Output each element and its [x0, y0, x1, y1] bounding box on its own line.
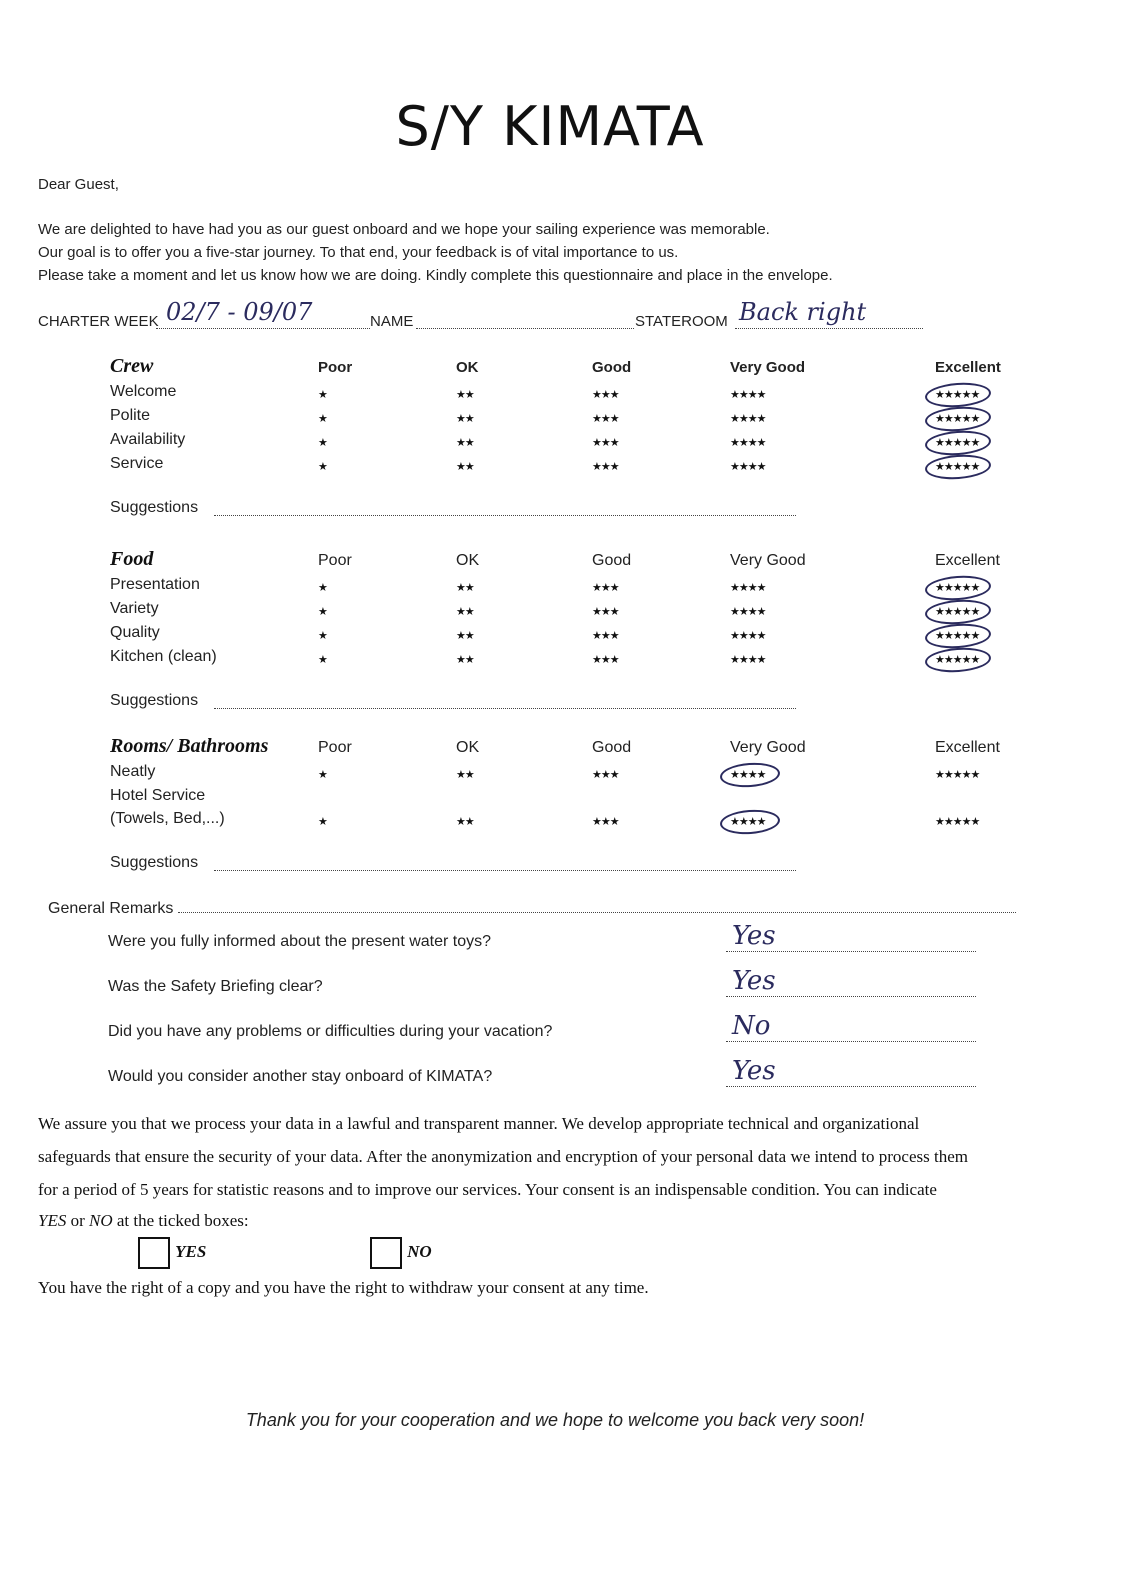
selected-rating-circle: [924, 405, 992, 434]
row-label: Variety: [110, 600, 159, 617]
selected-rating-circle: [924, 598, 992, 627]
rating-option-5-stars[interactable]: ★★★★★: [935, 581, 980, 594]
consent-no-checkbox[interactable]: [370, 1237, 402, 1269]
row-label: Hotel Service: [110, 787, 206, 804]
charter-week-value: 02/7 - 09/07: [166, 298, 313, 326]
stateroom-label: STATEROOM: [635, 313, 728, 330]
intro-line-3: Please take a moment and let us know how we are doing. Kindly complete this questionnaire and place in the envelope.: [38, 267, 833, 284]
rating-option-5-stars[interactable]: ★★★★★: [935, 388, 980, 401]
suggestions-field[interactable]: [214, 696, 796, 709]
row-label: Welcome: [110, 383, 177, 400]
suggestions-field[interactable]: [214, 858, 796, 871]
rating-option-1-stars[interactable]: ★: [318, 436, 327, 449]
privacy-line-1: We assure you that we process your data in a lawful and transparent manner. We develop appropriate technical and organizational: [38, 1114, 920, 1133]
rating-option-4-stars[interactable]: ★★★★: [730, 581, 766, 594]
guest-info-row: [38, 300, 928, 340]
yes-inline: YES: [38, 1211, 67, 1230]
rating-option-2-stars[interactable]: ★★: [456, 815, 474, 828]
rating-option-1-stars[interactable]: ★: [318, 653, 327, 666]
rights-text: You have the right of a copy and you have the right to withdraw your consent at any time.: [38, 1278, 649, 1297]
selected-rating-circle: [924, 429, 992, 458]
rating-option-4-stars[interactable]: ★★★★: [730, 412, 766, 425]
rating-option-5-stars[interactable]: ★★★★★: [935, 815, 980, 828]
rating-option-4-stars[interactable]: ★★★★: [730, 436, 766, 449]
suggestions-label: Suggestions: [110, 692, 199, 709]
rating-option-2-stars[interactable]: ★★: [456, 629, 474, 642]
no-inline: NO: [89, 1211, 113, 1230]
rating-option-1-stars[interactable]: ★: [318, 815, 327, 828]
rating-option-1-stars[interactable]: ★: [318, 629, 327, 642]
column-header-very-good: Very Good: [730, 552, 806, 569]
selected-rating-circle: [719, 808, 781, 836]
answer-field[interactable]: [726, 921, 976, 952]
rating-option-3-stars[interactable]: ★★★: [592, 605, 619, 618]
consent-yes-label: YES: [175, 1242, 207, 1261]
rating-option-3-stars[interactable]: ★★★: [592, 581, 619, 594]
rating-option-2-stars[interactable]: ★★: [456, 460, 474, 473]
rating-option-2-stars[interactable]: ★★: [456, 436, 474, 449]
rating-option-5-stars[interactable]: ★★★★★: [935, 768, 980, 781]
rating-option-4-stars[interactable]: ★★★★: [730, 460, 766, 473]
stateroom-field[interactable]: [735, 298, 923, 329]
question-text: Was the Safety Briefing clear?: [108, 978, 323, 995]
document-title: S/Y KIMATA: [395, 95, 705, 158]
rating-option-5-stars[interactable]: ★★★★★: [935, 629, 980, 642]
rating-option-5-stars[interactable]: ★★★★★: [935, 412, 980, 425]
column-header-poor: Poor: [318, 552, 352, 569]
column-header-excellent: Excellent: [935, 359, 1001, 376]
rating-option-2-stars[interactable]: ★★: [456, 768, 474, 781]
column-header-excellent: Excellent: [935, 739, 1000, 756]
column-header-excellent: Excellent: [935, 552, 1000, 569]
column-header-poor: Poor: [318, 359, 353, 376]
charter-week-field[interactable]: [156, 298, 370, 329]
selected-rating-circle: [719, 761, 781, 789]
column-header-good: Good: [592, 359, 632, 376]
section-food: [0, 548, 1124, 718]
rating-option-4-stars[interactable]: ★★★★: [730, 768, 766, 781]
row-label: Polite: [110, 407, 151, 424]
thank-you-note: Thank you for your cooperation and we hope to welcome you back very soon!: [245, 1410, 865, 1430]
section-title: Food: [110, 548, 154, 570]
column-header-very-good: Very Good: [730, 359, 806, 376]
column-header-ok: OK: [456, 359, 479, 376]
column-header-very-good: Very Good: [730, 739, 806, 756]
rating-option-5-stars[interactable]: ★★★★★: [935, 653, 980, 666]
privacy-line-2: safeguards that ensure the security of your data. After the anonymization and encryption of your personal data we intend to process them: [38, 1147, 968, 1166]
privacy-line-4: [38, 1205, 249, 1238]
general-remarks: [48, 898, 1028, 918]
suggestions-field[interactable]: [214, 503, 796, 516]
section-title: Rooms/ Bathrooms: [110, 735, 269, 757]
selected-rating-circle: [924, 381, 992, 410]
rating-option-3-stars[interactable]: ★★★: [592, 460, 619, 473]
rating-option-1-stars[interactable]: ★: [318, 460, 327, 473]
answer-field[interactable]: [726, 1056, 976, 1087]
rating-option-5-stars[interactable]: ★★★★★: [935, 605, 980, 618]
question-text: Were you fully informed about the present water toys?: [108, 933, 492, 950]
section-rooms: [0, 735, 1124, 885]
selected-rating-circle: [924, 574, 992, 603]
answer-value: No: [732, 1011, 771, 1041]
column-header-ok: OK: [456, 739, 480, 756]
column-header-good: Good: [592, 552, 632, 569]
question-text: Would you consider another stay onboard of KIMATA?: [108, 1068, 493, 1085]
rating-option-3-stars[interactable]: ★★★: [592, 436, 619, 449]
consent-no[interactable]: [370, 1236, 432, 1269]
rating-option-5-stars[interactable]: ★★★★★: [935, 436, 980, 449]
answer-field[interactable]: [726, 966, 976, 997]
suggestions-label: Suggestions: [110, 854, 199, 871]
row-label: Service: [110, 455, 164, 472]
rating-option-5-stars[interactable]: ★★★★★: [935, 460, 980, 473]
column-header-poor: Poor: [318, 739, 352, 756]
selected-rating-circle: [924, 453, 992, 482]
general-remarks-label: General Remarks: [48, 900, 174, 917]
general-remarks-field[interactable]: [178, 900, 1016, 913]
name-field[interactable]: [416, 304, 634, 329]
section-crew: [0, 355, 1124, 525]
name-label: NAME: [370, 313, 414, 330]
selected-rating-circle: [924, 646, 992, 675]
rating-option-3-stars[interactable]: ★★★: [592, 815, 619, 828]
rating-option-3-stars[interactable]: ★★★: [592, 768, 619, 781]
rating-option-1-stars[interactable]: ★: [318, 388, 327, 401]
rating-option-4-stars[interactable]: ★★★★: [730, 815, 766, 828]
stateroom-value: Back right: [739, 298, 867, 326]
consent-yes-checkbox[interactable]: [138, 1237, 170, 1269]
or-text: or: [66, 1211, 90, 1230]
rating-option-1-stars[interactable]: ★: [318, 605, 327, 618]
rating-option-3-stars[interactable]: ★★★: [592, 653, 619, 666]
row-label: Availability: [110, 431, 186, 448]
rating-option-1-stars[interactable]: ★: [318, 768, 327, 781]
rating-option-4-stars[interactable]: ★★★★: [730, 653, 766, 666]
answer-value: Yes: [732, 1056, 776, 1086]
rating-option-1-stars[interactable]: ★: [318, 412, 327, 425]
privacy-line-3: for a period of 5 years for statistic reasons and to improve our services. Your consent is an indispensable condition. You can indicate: [38, 1180, 937, 1199]
rating-option-4-stars[interactable]: ★★★★: [730, 388, 766, 401]
intro-line-2: Our goal is to offer you a five-star journey. To that end, your feedback is of vital importance to us.: [38, 244, 679, 261]
ticked-boxes-text: at the ticked boxes:: [112, 1211, 249, 1230]
rating-option-2-stars[interactable]: ★★: [456, 653, 474, 666]
rating-option-3-stars[interactable]: ★★★: [592, 388, 619, 401]
charter-week-label: CHARTER WEEK: [38, 313, 159, 330]
answer-field[interactable]: [726, 1011, 976, 1042]
row-label: Neatly: [110, 763, 156, 780]
greeting: Dear Guest,: [38, 176, 119, 193]
intro-line-1: We are delighted to have had you as our guest onboard and we hope your sailing experience was memorable.: [38, 221, 770, 238]
row-label: Quality: [110, 624, 160, 641]
rating-option-3-stars[interactable]: ★★★: [592, 412, 619, 425]
rating-option-2-stars[interactable]: ★★: [456, 388, 474, 401]
column-header-good: Good: [592, 739, 632, 756]
consent-yes[interactable]: [138, 1236, 206, 1269]
rating-option-2-stars[interactable]: ★★: [456, 412, 474, 425]
section-title: Crew: [110, 355, 154, 377]
question-text: Did you have any problems or difficulties during your vacation?: [108, 1023, 553, 1040]
rating-option-1-stars[interactable]: ★: [318, 581, 327, 594]
answer-value: Yes: [732, 966, 776, 996]
answer-value: Yes: [732, 921, 776, 951]
rating-option-2-stars[interactable]: ★★: [456, 581, 474, 594]
rating-option-4-stars[interactable]: ★★★★: [730, 629, 766, 642]
row-label: Presentation: [110, 576, 200, 593]
rating-option-3-stars[interactable]: ★★★: [592, 629, 619, 642]
consent-no-label: NO: [407, 1242, 432, 1261]
selected-rating-circle: [924, 622, 992, 651]
rating-option-2-stars[interactable]: ★★: [456, 605, 474, 618]
suggestions-label: Suggestions: [110, 499, 199, 516]
column-header-ok: OK: [456, 552, 480, 569]
row-label-sub: (Towels, Bed,...): [110, 810, 225, 827]
rating-option-4-stars[interactable]: ★★★★: [730, 605, 766, 618]
row-label: Kitchen (clean): [110, 648, 217, 665]
